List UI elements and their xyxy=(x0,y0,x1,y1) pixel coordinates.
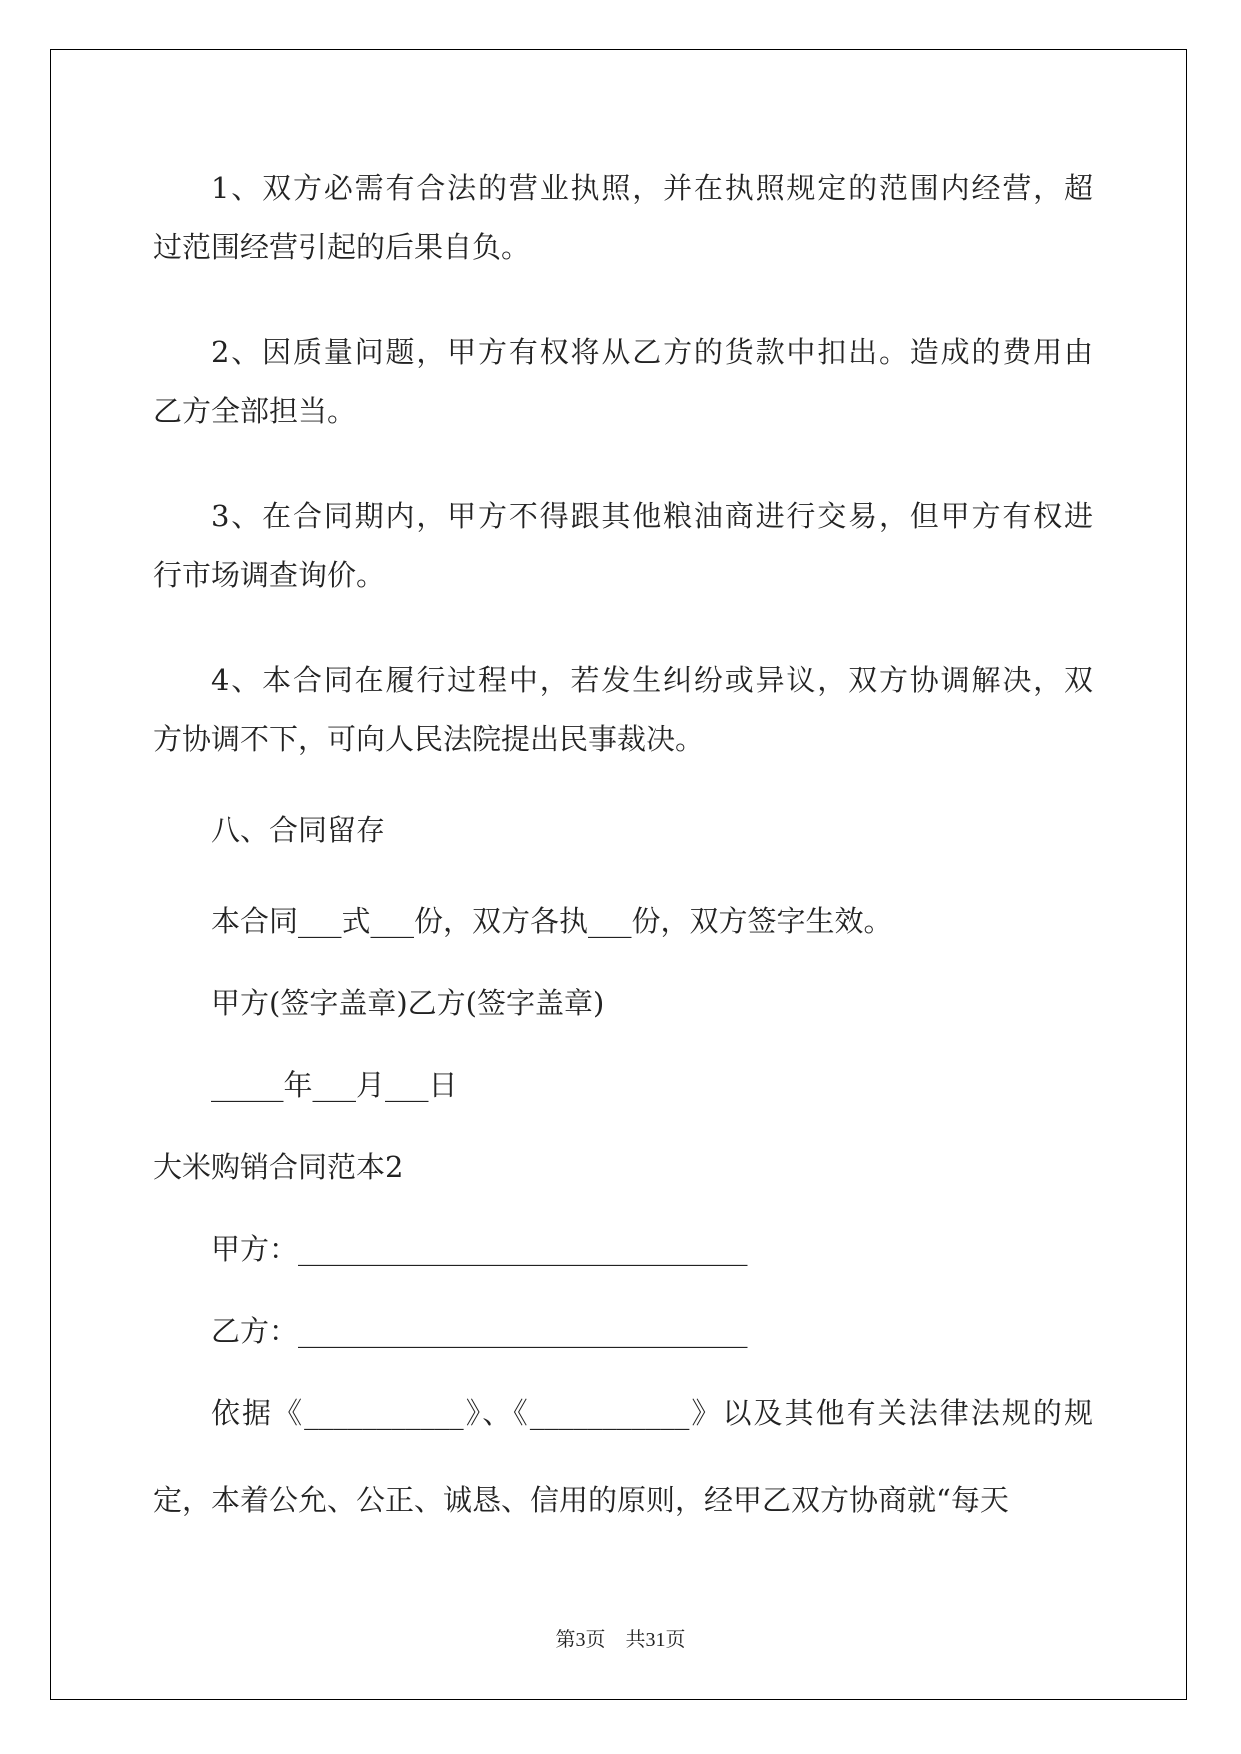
signature-line: 甲方(签字盖章)乙方(签字盖章) xyxy=(211,986,605,1020)
basis-line-2: 定，本着公允、公正、诚恳、信用的原则，经甲乙双方协商就“每天 xyxy=(153,1483,1009,1517)
paragraph-1-line-2: 过范围经营引起的后果自负。 xyxy=(153,230,531,264)
section-heading-8: 八、合同留存 xyxy=(211,813,386,847)
copies-clause: 本合同___式___份，双方各执___份，双方签字生效。 xyxy=(211,904,893,938)
paragraph-4-line-1: 4、本合同在履行过程中，若发生纠纷或异议，双方协调解决，双 xyxy=(211,663,1093,697)
contract-title-2: 大米购销合同范本2 xyxy=(153,1150,404,1184)
page-total: 共31页 xyxy=(625,1629,686,1651)
paragraph-2-line-1: 2、因质量问题，甲方有权将从乙方的货款中扣出。造成的费用由 xyxy=(211,335,1093,369)
page-number: 第3页 xyxy=(555,1629,606,1651)
basis-line-1: 依据《___________》、《___________》以及其他有关法律法规的规 xyxy=(211,1396,1093,1430)
paragraph-1-line-1: 1、双方必需有合法的营业执照，并在执照规定的范围内经营，超 xyxy=(211,171,1093,205)
paragraph-3-line-2: 行市场调查询价。 xyxy=(153,558,386,592)
paragraph-2-line-2: 乙方全部担当。 xyxy=(153,394,357,428)
page-frame xyxy=(50,49,1187,1700)
paragraph-3-line-1: 3、在合同期内，甲方不得跟其他粮油商进行交易，但甲方有权进 xyxy=(211,499,1093,533)
page-footer xyxy=(0,1623,1241,1652)
paragraph-4-line-2: 方协调不下，可向人民法院提出民事裁决。 xyxy=(153,722,705,756)
party-a-field: 甲方：_______________________________ xyxy=(211,1232,748,1266)
party-b-field: 乙方：_______________________________ xyxy=(211,1314,748,1348)
date-line: _____年___月___日 xyxy=(211,1068,458,1102)
